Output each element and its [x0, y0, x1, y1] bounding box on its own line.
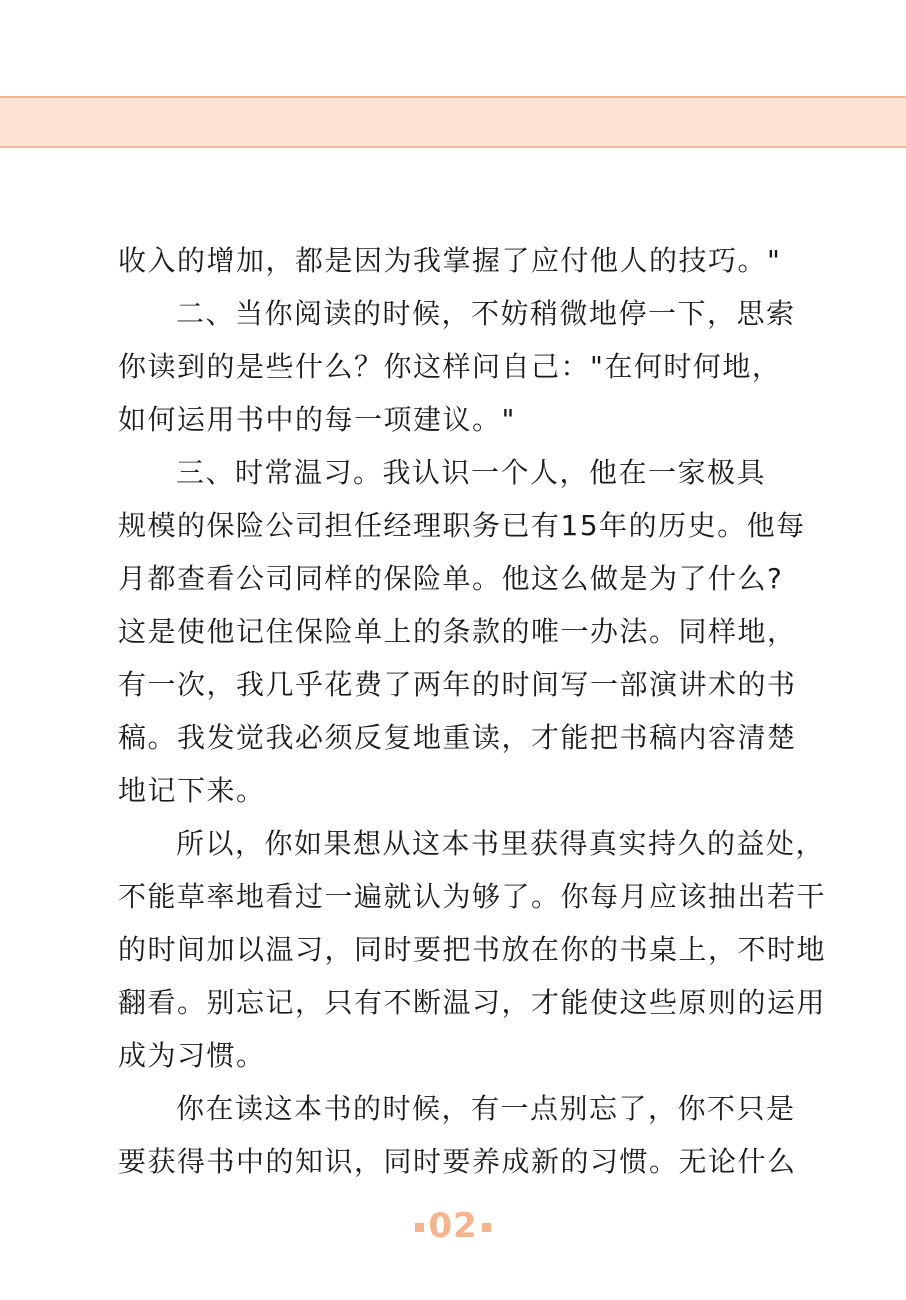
- text-line: 翻看。别忘记，只有不断温习，才能使这些原则的运用: [118, 986, 827, 1019]
- page-number-dot-right: [482, 1223, 491, 1232]
- text-line: 月都查看公司同样的保险单。他这么做是为了什么?: [118, 562, 784, 595]
- text-line: 有一次，我几乎花费了两年的时间写一部演讲术的书: [118, 668, 797, 701]
- page-number-value: 02: [428, 1206, 478, 1246]
- header-band: [0, 96, 906, 148]
- page-number: [0, 1206, 906, 1246]
- text-line: 这是使他记住保险单上的条款的唯一办法。同样地，: [118, 615, 797, 648]
- text-line: 规模的保险公司担任经理职务已有15年的历史。他每: [118, 509, 806, 542]
- text-line: 的时间加以温习，同时要把书放在你的书桌上，不时地: [118, 933, 827, 966]
- body-text: [118, 234, 827, 1188]
- text-line: 你在读这本书的时候，有一点别忘了，你不只是: [176, 1092, 796, 1125]
- text-line: 如何运用书中的每一项建议。": [118, 403, 516, 436]
- text-line: 成为习惯。: [118, 1039, 266, 1072]
- text-line: 三、时常温习。我认识一个人，他在一家极具: [176, 456, 767, 489]
- text-line: 地记下来。: [118, 774, 266, 807]
- text-line: 所以，你如果想从这本书里获得真实持久的益处，: [176, 827, 826, 860]
- text-line: 收入的增加，都是因为我掌握了应付他人的技巧。": [118, 244, 782, 277]
- text-line: 稿。我发觉我必须反复地重读，才能把书稿内容清楚: [118, 721, 797, 754]
- text-line: 不能草率地看过一遍就认为够了。你每月应该抽出若干: [118, 880, 827, 913]
- page-number-dot-left: [415, 1223, 424, 1232]
- text-line: 二、当你阅读的时候，不妨稍微地停一下，思索: [176, 297, 796, 330]
- text-line: 要获得书中的知识，同时要养成新的习惯。无论什么: [118, 1145, 797, 1178]
- text-line: 你读到的是些什么？你这样问自己："在何时何地，: [118, 350, 782, 383]
